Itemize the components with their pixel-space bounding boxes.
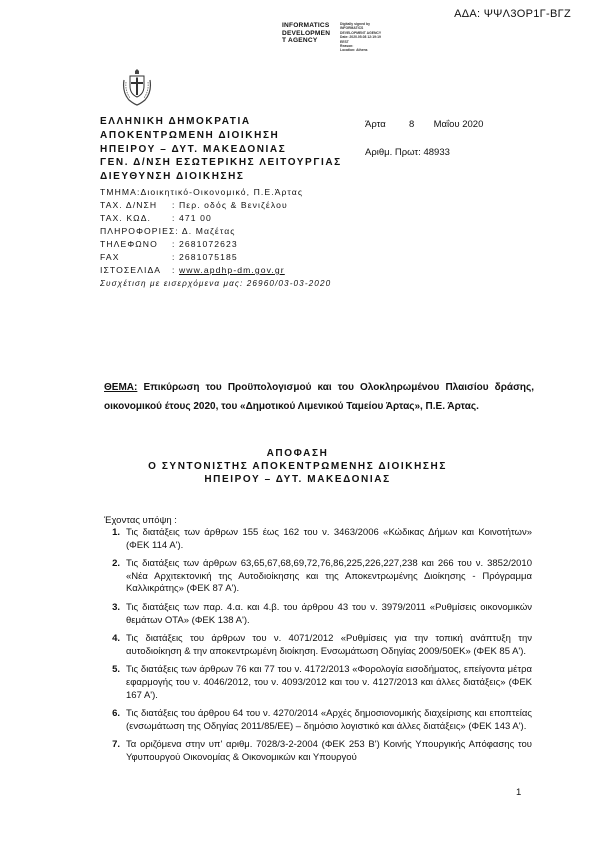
- item-text: Τα οριζόμενα στην υπ' αριθμ. 7028/3-2-2004 (ΦΕΚ 253 Β') Κοινής Υπουργικής Απόφασης του Υφυπουργού Οικονομίας & Οικονομικών και Υπουργού: [126, 739, 532, 763]
- stamp-line: INFORMATICS: [282, 22, 330, 29]
- item-number: 2.: [112, 558, 120, 570]
- fax-label: FAX: [100, 252, 120, 262]
- protocol-label: Αριθμ. Πρωτ:: [365, 147, 421, 158]
- page-number: 1: [516, 787, 522, 798]
- authority-header: [100, 115, 342, 184]
- fax-row: [100, 251, 331, 264]
- header-line: ΓΕΝ. Δ/ΝΣΗ ΕΣΩΤΕΡΙΚΗΣ ΛΕΙΤΟΥΡΓΙΑΣ: [100, 157, 342, 169]
- fax-value: : 2681075185: [172, 252, 238, 262]
- item-number: 6.: [112, 708, 120, 720]
- stamp-detail: Digitally signed by: [340, 22, 370, 26]
- item-text: Τις διατάξεις των παρ. 4.α. και 4.β. του άρθρου 43 του ν. 3979/2011 «Ρυθμίσεις οικονομικών θεμάτων ΟΤΑ» (ΦΕΚ 138 Α').: [126, 601, 532, 626]
- website-colon: :: [172, 265, 179, 275]
- stamp-line: DEVELOPMEN: [282, 29, 331, 37]
- list-item: [104, 602, 532, 627]
- day: 8: [409, 119, 415, 130]
- protocol-number: 48933: [423, 147, 450, 158]
- decision-title: ΑΠΟΦΑΣΗ: [266, 448, 329, 459]
- stamp-detail: Reason:: [340, 44, 354, 49]
- info-value: : Δ. Μαζέτας: [175, 226, 236, 236]
- address-value: : Περ. οδός & Βενιζέλου: [172, 200, 288, 210]
- address-row: [100, 199, 331, 212]
- ada-code: ΑΔΑ: ΨΨΛ3ΟΡ1Γ-ΒΓΖ: [454, 8, 571, 20]
- header-line: ΔΙΕΥΘΥΝΣΗ ΔΙΟΙΚΗΣΗΣ: [100, 171, 245, 183]
- phone-value: : 2681072623: [172, 239, 238, 249]
- postcode-row: [100, 212, 331, 225]
- item-number: 1.: [112, 527, 120, 538]
- phone-row: [100, 238, 331, 251]
- date-line: [365, 119, 483, 130]
- item-number: 3.: [112, 601, 120, 613]
- decision-line-1: Ο ΣΥΝΤΟΝΙΣΤΗΣ ΑΠΟΚΕΝΤΡΩΜΕΝΗΣ ΔΙΟΙΚΗΣΗΣ: [148, 461, 447, 472]
- stamp-detail: INFORMATICS: [340, 26, 364, 31]
- subject-label: ΘΕΜΑ:: [104, 382, 138, 393]
- subject-paragraph: [104, 378, 534, 416]
- postcode-label: ΤΑΧ. ΚΩΔ.: [100, 213, 152, 223]
- website-label: ΙΣΤΟΣΕΛΙΔΑ: [100, 265, 162, 275]
- website-row: [100, 264, 331, 277]
- info-label: ΠΛΗΡΟΦΟΡΙΕΣ: [100, 226, 176, 236]
- month-year: Μαΐου 2020: [433, 119, 484, 130]
- list-item: [104, 558, 532, 596]
- item-text: Τις διατάξεις του άρθρων του ν. 4071/2012 «Ρυθμίσεις για την τοπική ανάπτυξη την αυτοδιοίκηση & την αποκεντρωμένη διοίκηση. Ενσωμάτωση Οδηγίας 2009/50ΕΚ» (ΦΕΚ 85 Α').: [126, 633, 532, 657]
- signature-stamp-title: [282, 22, 330, 45]
- postcode-value: : 471 00: [172, 213, 212, 223]
- item-text: Τις διατάξεις των άρθρων 155 έως 162 του ν. 3463/2006 «Κώδικας Δήμων και Κοινοτήτων» (ΦΕΚ 114 Α').: [126, 527, 532, 551]
- stamp-line: T AGENCY: [282, 37, 318, 45]
- item-text: Τις διατάξεις του άρθρου 64 του ν. 4270/2014 «Αρχές δημοσιονομικής διαχείρισης και εποπτείας (ενσωμάτωση της Οδηγίας 2011/85/ΕΕ) – δημόσιο λογιστικό και άλλες διατάξεις» (ΦΕΚ 143 Α').: [126, 708, 532, 732]
- having-in-mind: Έχοντας υπόψη :: [104, 515, 177, 526]
- stamp-detail: EEST: [340, 39, 349, 44]
- item-number: 5.: [112, 664, 120, 676]
- item-text: Τις διατάξεις των άρθρων 76 και 77 του ν. 4172/2013 «Φορολογία εισοδήματος, επείγοντα μέτρα εφαρμογής του ν. 4046/2012, του ν. 4093/2012 και του ν. 4127/2013 και άλλες διατάξεις» (ΦΕΚ 167 Α').: [126, 664, 532, 701]
- address-label: ΤΑΧ. Δ/ΝΣΗ: [100, 200, 158, 210]
- related-reference: Συσχέτιση με εισερχόμενα μας: 26960/03-03-2020: [100, 279, 332, 288]
- contact-info: [100, 186, 331, 290]
- list-item: [104, 633, 532, 658]
- place: Άρτα: [365, 119, 386, 130]
- subject-text: Επικύρωση του Προϋπολογισμού και του Ολοκληρωμένου Πλαισίου δράσης, οικονομικού έτους 2020, του «Δημοτικού Λιμενικού Ταμείου Άρτας», Π.Ε. Άρτας.: [104, 382, 534, 412]
- stamp-detail: Date: 2020.05.08 12:19:19: [340, 35, 381, 40]
- decision-line-2: ΗΠΕΙΡΟΥ – ΔΥΤ. ΜΑΚΕΔΟΝΙΑΣ: [204, 474, 391, 485]
- considerations-list: [104, 527, 532, 771]
- signature-stamp-details: [340, 22, 400, 53]
- header-line: ΗΠΕΙΡΟΥ – ΔΥΤ. ΜΑΚΕΔΟΝΙΑΣ: [100, 143, 287, 155]
- stamp-detail: DEVELOPMENT AGENCY: [340, 30, 382, 35]
- item-text: Τις διατάξεις των άρθρων 63,65,67,68,69,72,76,86,225,226,227,238 και 266 του ν. 3852/2010 «Νέα Αρχιτεκτονική της Αυτοδιοίκησης και της Αποκεντρωμένης Διοίκησης - Πρόγραμμα Καλλικράτης» (ΦΕΚ 87 Α').: [126, 558, 532, 595]
- item-number: 4.: [112, 633, 120, 645]
- list-item: [104, 739, 532, 764]
- stamp-detail: Location: Athens: [340, 48, 368, 53]
- list-item: [104, 664, 532, 702]
- info-row: [100, 225, 331, 238]
- department-line: ΤΜΗΜΑ:Διοικητικό-Οικονομικό, Π.Ε.Άρτας: [100, 187, 304, 197]
- header-line: ΑΠΟΚΕΝΤΡΩΜΕΝΗ ΔΙΟΙΚΗΣΗ: [100, 129, 280, 141]
- list-item: [104, 527, 532, 552]
- greek-emblem-icon: [120, 68, 154, 106]
- website-link[interactable]: www.apdhp-dm.gov.gr: [178, 265, 285, 275]
- header-line: ΕΛΛΗΝΙΚΗ ΔΗΜΟΚΡΑΤΙΑ: [100, 116, 251, 127]
- list-item: [104, 708, 532, 733]
- protocol-line: [365, 147, 450, 158]
- phone-label: ΤΗΛΕΦΩΝΟ: [100, 239, 158, 249]
- item-number: 7.: [112, 739, 120, 751]
